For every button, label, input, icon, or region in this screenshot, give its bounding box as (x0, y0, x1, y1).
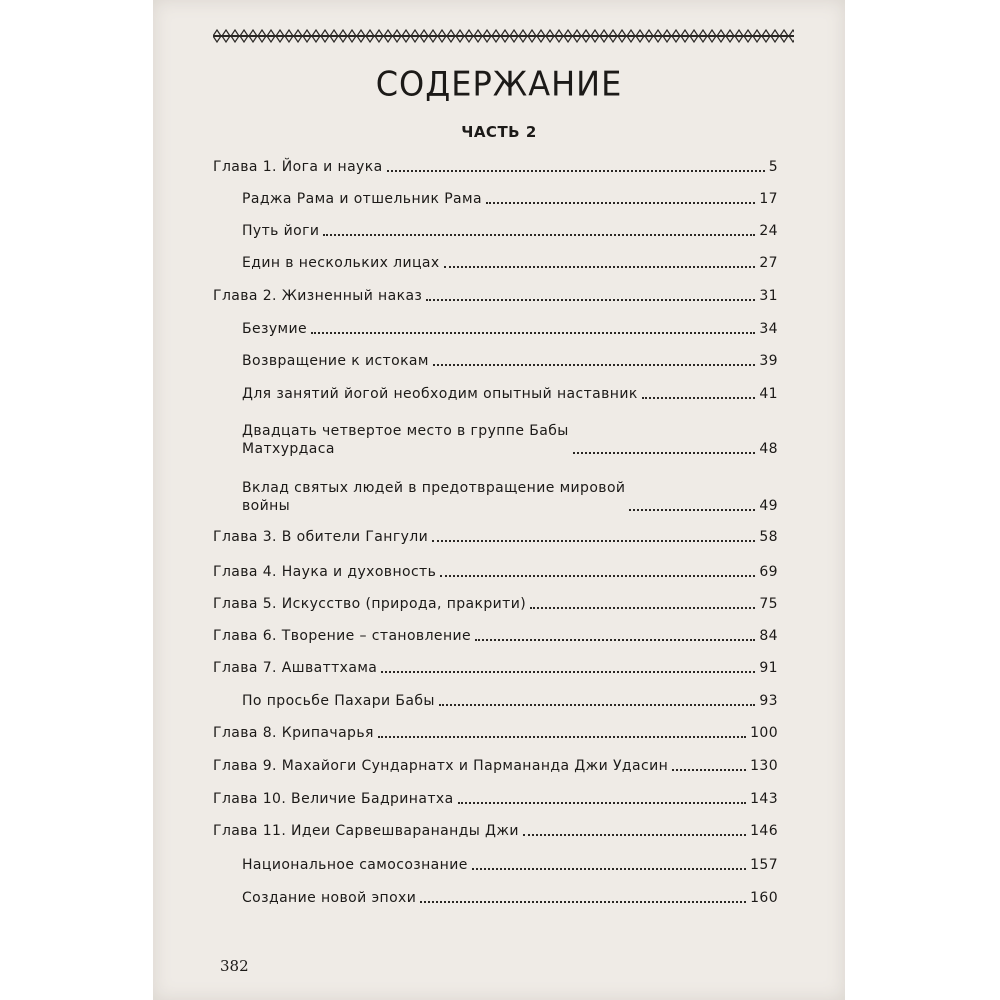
toc-entry-page: 49 (759, 498, 778, 514)
toc-leader-dots (440, 575, 755, 577)
toc-entry-label: Глава 3. В обители Гангули (213, 529, 429, 545)
toc-entry-page: 27 (759, 255, 778, 271)
toc-leader-dots (311, 332, 755, 334)
toc-entry (242, 320, 778, 338)
toc-entry-label: Глава 1. Йога и наука (213, 159, 383, 175)
contents-title: СОДЕРЖАНИЕ (375, 64, 623, 105)
toc-leader-dots (486, 202, 755, 204)
toc-entry-page: 17 (759, 191, 778, 207)
toc-entry-label: Глава 8. Крипачарья (213, 725, 374, 741)
toc-entry (213, 659, 778, 677)
page-number: 382 (220, 957, 249, 975)
toc-leader-dots (530, 607, 755, 609)
toc-entry (213, 724, 778, 742)
toc-entry (213, 595, 778, 613)
toc-entry-label: Глава 5. Искусство (природа, пракрити) (213, 596, 527, 612)
toc-leader-dots (475, 639, 755, 641)
part-heading: ЧАСТЬ 2 (461, 123, 537, 141)
toc-entry-label: Глава 10. Величие Бадринатха (213, 791, 454, 807)
toc-entry-page: 5 (768, 159, 778, 175)
toc-entry-page: 146 (750, 823, 778, 839)
toc-entry-label: Глава 11. Идеи Сарвешварананды Джи (213, 823, 519, 839)
toc-entry-page: 100 (750, 725, 778, 741)
toc-entry-label: Возвращение к истокам (242, 353, 429, 369)
toc-entry-page: 157 (750, 857, 778, 873)
toc-entry-page: 160 (750, 890, 778, 906)
toc-leader-dots (378, 736, 746, 738)
toc-entry (242, 856, 778, 874)
toc-entry-label: Создание новой эпохи (242, 890, 417, 906)
toc-entry-label: По просьбе Пахари Бабы (242, 693, 435, 709)
toc-leader-dots (323, 234, 755, 236)
toc-entry (242, 385, 778, 403)
toc-entry-page: 31 (759, 288, 778, 304)
toc-entry-label: Глава 2. Жизненный наказ (213, 288, 423, 304)
toc-entry (213, 627, 778, 645)
toc-leader-dots (432, 540, 755, 542)
toc-leader-dots (523, 834, 746, 836)
toc-entry-label: Глава 7. Ашваттхама (213, 660, 378, 676)
toc-leader-dots (629, 509, 755, 511)
toc-leader-dots (439, 704, 756, 706)
toc-entry-page: 130 (750, 758, 778, 774)
toc-entry (242, 352, 778, 370)
toc-entry (213, 822, 778, 840)
toc-leader-dots (458, 802, 747, 804)
toc-entry (242, 889, 778, 907)
toc-leader-dots (420, 901, 746, 903)
toc-entry-page: 58 (759, 529, 778, 545)
toc-leader-dots (444, 266, 756, 268)
toc-entry-page: 93 (759, 693, 778, 709)
toc-leader-dots (426, 299, 755, 301)
toc-entry-page: 34 (759, 321, 778, 337)
toc-entry-label: Глава 4. Наука и духовность (213, 564, 437, 580)
toc-entry (213, 158, 778, 176)
toc-entry (213, 757, 778, 775)
toc-entry-page: 48 (759, 441, 778, 457)
toc-entry (242, 254, 778, 272)
toc-leader-dots (642, 397, 756, 399)
toc-entry (242, 190, 778, 208)
toc-entry-page: 84 (759, 628, 778, 644)
toc-leader-dots (387, 170, 765, 172)
toc-entry-page: 24 (759, 223, 778, 239)
toc-entry (213, 790, 778, 808)
toc-entry-label: Безумие (242, 321, 308, 337)
toc-entry (213, 563, 778, 581)
toc-entry-page: 39 (759, 353, 778, 369)
table-of-contents (153, 0, 845, 1000)
toc-entry-page: 69 (759, 564, 778, 580)
toc-entry-page: 143 (750, 791, 778, 807)
toc-leader-dots (573, 452, 756, 454)
toc-entry (242, 692, 778, 710)
toc-leader-dots (472, 868, 746, 870)
toc-entry (213, 287, 778, 305)
toc-entry-label: Национальное самосознание (242, 857, 468, 873)
toc-entry (242, 418, 778, 458)
toc-leader-dots (433, 364, 756, 366)
toc-entry-label: Един в нескольких лицах (242, 255, 440, 271)
toc-entry-label: Глава 9. Махайоги Сундарнатх и Пармананда Джи Удасин (213, 758, 669, 774)
toc-entry-label: Путь йоги (242, 223, 320, 239)
toc-entry-label: Для занятий йогой необходим опытный наставник (242, 386, 638, 402)
toc-entry-page: 41 (759, 386, 778, 402)
toc-entry (242, 222, 778, 240)
toc-entry-page: 91 (759, 660, 778, 676)
toc-entry-page: 75 (759, 596, 778, 612)
toc-entry-label: Двадцать четвертое место в группе Бабы Матхурдаса (242, 423, 569, 457)
toc-leader-dots (381, 671, 755, 673)
toc-leader-dots (672, 769, 746, 771)
toc-entry-label: Раджа Рама и отшельник Рама (242, 191, 482, 207)
book-page (153, 0, 845, 1000)
toc-entry-label: Вклад святых людей в предотвращение мировой войны (242, 480, 626, 514)
toc-entry-label: Глава 6. Творение – становление (213, 628, 472, 644)
toc-entry (242, 475, 778, 515)
toc-entry (213, 528, 778, 546)
